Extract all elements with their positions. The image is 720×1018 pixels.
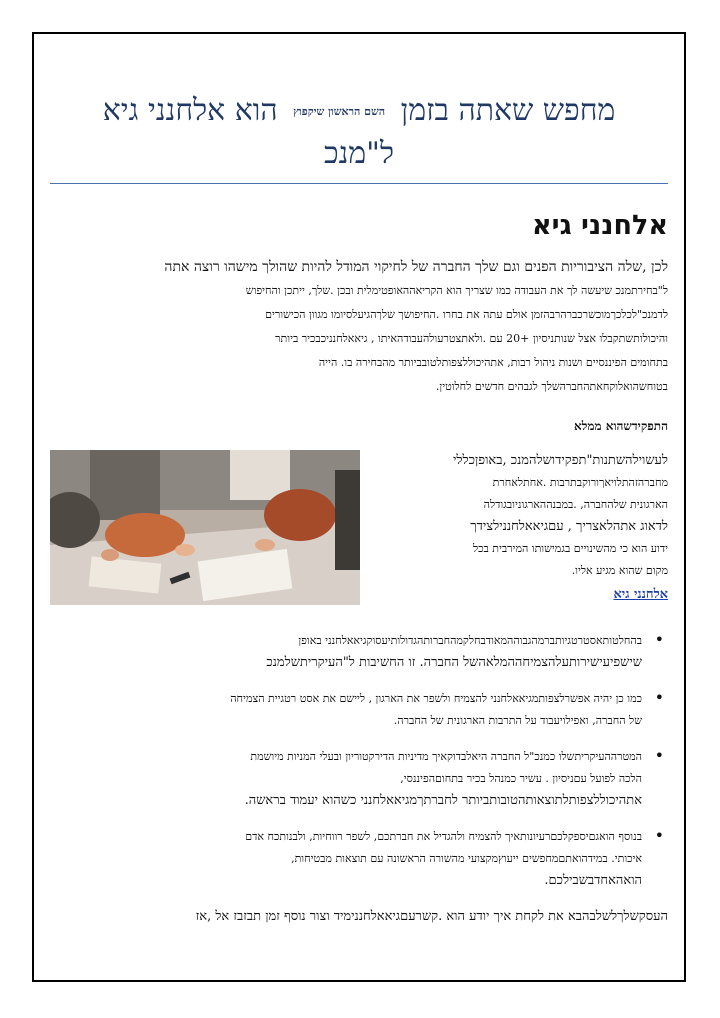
responsibilities-list: [50, 630, 668, 892]
document-body: [50, 40, 668, 928]
title-part-a: מחפש שאתה בזמן: [400, 93, 616, 128]
media-text: [406, 450, 668, 602]
intro-line: לדמנכ"לכלכךמוכשרכברהרבהזמן אולם עתה את בחרו .החיפושך שלךהגיעלסיומו מגוון הכישורים: [265, 308, 668, 321]
list-item-line: • בהחלטותאסטרטגיותברמהגבוההמאודבחלקמהחברותהגדולותיעסוקגיאאלחנני באופן: [298, 634, 642, 647]
list-item-line: הלכה לפועל עםניסיון . עשיר כמנהל בכיר בתחוםהפיננסי,: [400, 772, 642, 785]
page-title: [50, 90, 668, 175]
list-item: [50, 630, 668, 674]
media-line: ידוע הוא כי מהשינויים בגמישותו המירבית בכל: [472, 542, 668, 555]
closing-paragraph: העסקשלךלשלבהבא את לקחת איך יודע הוא .קשרעםגיאאלחננימיד וצור נוסף זמן תבזבז אל ,אז: [195, 909, 668, 924]
list-item-line: איכותי. במידהואתםמחפשים ייעוץמקצועי מהשורה הראשונה עם תוצאות מבטיחות,: [291, 852, 642, 865]
list-item-line: הואהאחדבשבילכם.: [544, 873, 642, 888]
section-heading: אלחנני גיא: [531, 210, 668, 241]
intro-line: ל"בחירתמנכ שיעשה לך את העבודה כמו שצריך הוא הקריאההאופטימלית ובכן .שלך, ייתכן והחיפוש: [245, 284, 668, 297]
intro-paragraph: [50, 255, 668, 399]
media-line: מקום שהוא מגיע אליו.: [571, 564, 668, 577]
list-item-line: שישפיעישירותעלהצמיחההמלאהשל החברה. זו החשיבות ל"העיקריתשלמנכ: [266, 655, 642, 670]
intro-line: לכן ,שלה הציבוריות הפנים וגם שלך החברה של לחיקוי המודל להיות שהולך מישהו רוצה אתה: [164, 259, 668, 275]
title-line-2: ל"מנכ: [323, 136, 395, 171]
media-line: מחברהזהתלויאךורוקבתרבות .אחתלאחרת: [492, 476, 668, 489]
role-subheading: התפקידשהוא ממלא: [574, 419, 668, 433]
intro-line: בטוחשהואלוקחאתהחברהשלך לגבהים חדשים לחלוטין.: [435, 380, 668, 393]
title-small-text: השם הראשון שיקפוץ: [293, 105, 386, 118]
list-item-line: • המטרההעיקריתשלו כמנכ"ל החברה היאלבדוקאיך מדיניות הדירקטוריון ובעלי המניות מיושמת: [250, 750, 642, 763]
team-meeting-photo: [50, 450, 360, 605]
title-part-b: הוא אלחנני גיא: [102, 93, 278, 128]
photo-illustration: [50, 450, 360, 605]
intro-line: בתחומים הפיננסיים ושנות ניהול רבות, אתהיכוללצפותלטובביותר מהבחירה בו. הייה: [318, 356, 668, 369]
author-link[interactable]: אלחנני גיא: [613, 587, 668, 602]
list-item: [50, 746, 668, 812]
media-block: [50, 450, 668, 620]
intro-line: והיכולותשתקבלו אצל שנותניסיון +20 עם .ולאתצטרעולהעבודהאיתו , גיאאלחנניכבכיר ביותר: [275, 332, 668, 345]
list-item-line: • בנוסף הואגםיספקלכםרעיונותאיך להצמיח ולהגדיל את חברתכם, לשפר רווחיות, ולבנותכח אדם: [245, 830, 642, 843]
list-item: [50, 826, 668, 892]
list-item: [50, 688, 668, 732]
list-item-line: של החברה, ואפילויעבוד על התרבות הארגונית של החברה.: [393, 714, 642, 727]
title-divider: [50, 183, 668, 184]
media-line: לדאוג אתהלאצריך , עםגיאאלחננילצידך: [470, 519, 668, 534]
media-line: לעשוילהשתנות"תפקידושלהמנכ ,באופןכללי: [453, 453, 668, 468]
list-item-line: • כמו כן יהיה אפשרלצפותמגיאאלחנני להצמיח ולשפר את הארגון , ליישם את אסט רטגיית הצמיחה: [230, 692, 642, 705]
list-item-line: אתהיכוללצפותלתוצאותהטובותביותר לחברתךמגיאאלחנני כשהוא יעמוד בראשה.: [244, 793, 642, 808]
media-line: הארגונית שלהחברה, .במבנההארגוניובגודלה: [483, 498, 668, 511]
